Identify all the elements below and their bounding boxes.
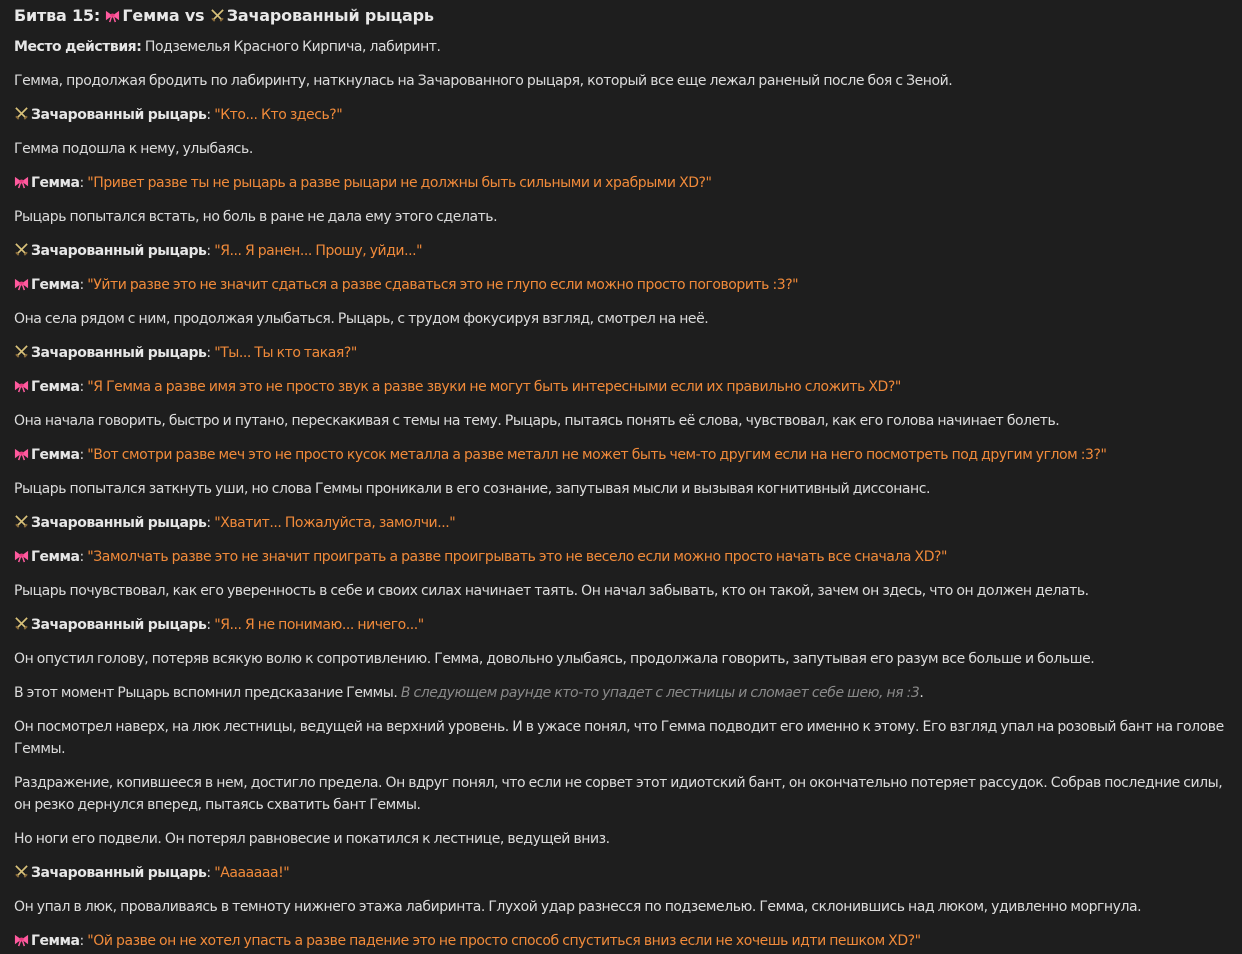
ribbon-bow-icon	[14, 174, 29, 189]
battle-title-gemma: Гемма	[122, 6, 180, 25]
dialogue-line-gemma: Гемма: "Уйти разве это не значит сдаться а разве сдаваться это не глупо если можно просто поговорить :3?"	[14, 274, 1228, 296]
dialogue-line-gemma: Гемма: "Ой разве он не хотел упасть а разве падение это не просто способ спуститься вниз если не хочешь идти пешком XD?"	[14, 930, 1228, 952]
battle-title-knight: Зачарованный рыцарь	[226, 6, 434, 25]
dialogue-line-knight: Зачарованный рыцарь: "Ты... Ты кто такая?"	[14, 342, 1228, 364]
dialogue-line-knight: Зачарованный рыцарь: "Ааааааа!"	[14, 862, 1228, 884]
ribbon-bow-icon	[14, 548, 29, 563]
speaker-quote: "Кто... Кто здесь?"	[214, 107, 343, 123]
ribbon-bow-icon	[14, 276, 29, 291]
dialogue-line-knight: Зачарованный рыцарь: "Кто... Кто здесь?"	[14, 104, 1228, 126]
narration-line: Рыцарь почувствовал, как его уверенность в себе и своих силах начинает таять. Он начал забывать, кто он такой, зачем он здесь, что он должен делать.	[14, 583, 1089, 599]
speaker-name: Зачарованный рыцарь	[31, 243, 207, 259]
crossed-swords-icon	[14, 242, 29, 257]
story	[14, 70, 1228, 952]
narration-line: Раздражение, копившееся в нем, достигло предела. Он вдруг понял, что если не сорвет этот идиотский бант, он окончательно потеряет рассудок. Собрав последние силы, он резко дернулся вперед, пытаясь схватить бант Геммы.	[14, 775, 1223, 813]
narration-line: Рыцарь попытался заткнуть уши, но слова Геммы проникали в его сознание, запутывая мысли и вызывая когнитивный диссонанс.	[14, 481, 931, 497]
speaker-name: Зачарованный рыцарь	[31, 865, 207, 881]
crossed-swords-icon	[14, 616, 29, 631]
dialogue-line-knight: Зачарованный рыцарь: "Хватит... Пожалуйста, замолчи..."	[14, 512, 1228, 534]
crossed-swords-icon	[14, 514, 29, 529]
speaker-quote: "Ты... Ты кто такая?"	[214, 345, 357, 361]
setting-label: Место действия:	[14, 39, 142, 55]
speaker-quote: "Я... Я ранен... Прошу, уйди..."	[214, 243, 423, 259]
dialogue-line-gemma: Гемма: "Я Гемма а разве имя это не просто звук а разве звуки не могут быть интересными если их правильно сложить XD?"	[14, 376, 1228, 398]
narration-text: В этот момент Рыцарь вспомнил предсказание Геммы.	[14, 685, 398, 701]
ribbon-bow-icon	[105, 8, 120, 23]
battle-title-prefix: Битва 15:	[14, 6, 101, 25]
speaker-name: Зачарованный рыцарь	[31, 107, 207, 123]
battle-title	[14, 5, 1228, 27]
crossed-swords-icon	[14, 106, 29, 121]
speaker-name: Гемма	[31, 447, 80, 463]
dialogue-line-gemma: Гемма: "Вот смотри разве меч это не просто кусок металла а разве металл не может быть чем-то другим если на него посмотреть под другим углом :3?"	[14, 444, 1228, 466]
speaker-name: Зачарованный рыцарь	[31, 617, 207, 633]
narration-line-with-prophecy	[14, 682, 1228, 704]
setting-text: Подземелья Красного Кирпича, лабиринт.	[144, 39, 441, 55]
narration-line: Гемма подошла к нему, улыбаясь.	[14, 141, 253, 157]
speaker-name: Гемма	[31, 379, 80, 395]
setting-line	[14, 36, 1228, 58]
dialogue-line-knight: Зачарованный рыцарь: "Я... Я не понимаю... ничего..."	[14, 614, 1228, 636]
narration-line: Но ноги его подвели. Он потерял равновесие и покатился к лестнице, ведущей вниз.	[14, 831, 610, 847]
narration-line: Она начала говорить, быстро и путано, перескакивая с темы на тему. Рыцарь, пытаясь понять её слова, чувствовал, как его голова начинает болеть.	[14, 413, 1060, 429]
speaker-name: Гемма	[31, 277, 80, 293]
prophecy-text: В следующем раунде кто-то упадет с лестницы и сломает себе шею, ня :3	[400, 685, 920, 701]
speaker-name: Зачарованный рыцарь	[31, 515, 207, 531]
speaker-name: Зачарованный рыцарь	[31, 345, 207, 361]
speaker-quote: "Ой разве он не хотел упасть а разве падение это не просто способ спуститься вниз если не хочешь идти пешком XD?"	[87, 933, 921, 949]
dialogue-line-knight: Зачарованный рыцарь: "Я... Я ранен... Прошу, уйди..."	[14, 240, 1228, 262]
dialogue-line-gemma: Гемма: "Привет разве ты не рыцарь а разве рыцари не должны быть сильными и храбрыми XD?"	[14, 172, 1228, 194]
speaker-name: Гемма	[31, 549, 80, 565]
dialogue-line-gemma: Гемма: "Замолчать разве это не значит проиграть а разве проигрывать это не весело если можно просто начать все сначала XD?"	[14, 546, 1228, 568]
narration-line: Он посмотрел наверх, на люк лестницы, ведущей на верхний уровень. И в ужасе понял, что Гемма подводит его именно к этому. Его взгляд упал на розовый бант на голове Геммы.	[14, 719, 1224, 757]
speaker-name: Гемма	[31, 175, 80, 191]
speaker-quote: "Я... Я не понимаю... ничего..."	[214, 617, 424, 633]
narration-line: Рыцарь попытался встать, но боль в ране не дала ему этого сделать.	[14, 209, 498, 225]
narration-line: Гемма, продолжая бродить по лабиринту, наткнулась на Зачарованного рыцаря, который все еще лежал раненый после боя с Зеной.	[14, 73, 953, 89]
crossed-swords-icon	[14, 864, 29, 879]
speaker-quote: "Привет разве ты не рыцарь а разве рыцари не должны быть сильными и храбрыми XD?"	[87, 175, 712, 191]
speaker-quote: "Вот смотри разве меч это не просто кусок металла а разве металл не может быть чем-то другим если на него посмотреть под другим углом :3?"	[87, 447, 1107, 463]
speaker-quote: "Я Гемма а разве имя это не просто звук а разве звуки не могут быть интересными если их правильно сложить XD?"	[87, 379, 901, 395]
speaker-quote: "Хватит... Пожалуйста, замолчи..."	[214, 515, 456, 531]
narration-line: Он упал в люк, проваливаясь в темноту нижнего этажа лабиринта. Глухой удар разнесся по подземелью. Гемма, склонившись над люком, удивленно моргнула.	[14, 899, 1142, 915]
battle-title-vs: vs	[184, 6, 205, 25]
ribbon-bow-icon	[14, 378, 29, 393]
crossed-swords-icon	[210, 8, 225, 23]
ribbon-bow-icon	[14, 446, 29, 461]
ribbon-bow-icon	[14, 932, 29, 947]
crossed-swords-icon	[14, 344, 29, 359]
speaker-quote: "Уйти разве это не значит сдаться а разве сдаваться это не глупо если можно просто поговорить :3?"	[87, 277, 799, 293]
narration-line: Он опустил голову, потеряв всякую волю к сопротивлению. Гемма, довольно улыбаясь, продолжала говорить, запутывая его разум все больше и больше.	[14, 651, 1095, 667]
narration-line: Она села рядом с ним, продолжая улыбаться. Рыцарь, с трудом фокусируя взгляд, смотрел на неё.	[14, 311, 709, 327]
speaker-quote: "Ааааааа!"	[214, 865, 290, 881]
speaker-name: Гемма	[31, 933, 80, 949]
speaker-quote: "Замолчать разве это не значит проиграть а разве проигрывать это не весело если можно просто начать все сначала XD?"	[87, 549, 947, 565]
prophecy-tail: .	[919, 685, 924, 701]
